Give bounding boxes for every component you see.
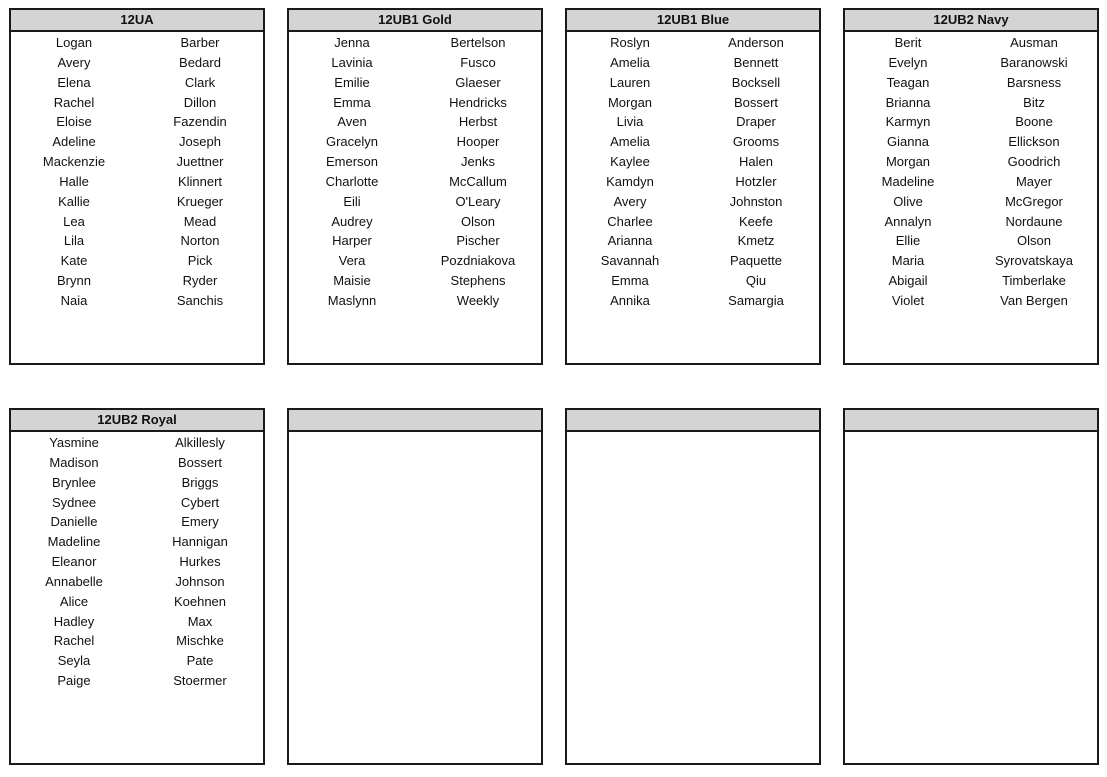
player-row: [289, 33, 541, 53]
player-last-name: Pozdniakova: [440, 253, 516, 269]
player-last-name: Weekly: [456, 292, 500, 308]
player-row: [289, 152, 541, 172]
player-last-name: Grooms: [732, 134, 780, 150]
player-last-name: Barsness: [1006, 74, 1062, 90]
player-last-name: Kmetz: [737, 233, 775, 249]
player-row: [845, 73, 1097, 93]
player-first-name: Brynn: [57, 273, 91, 289]
player-last-name: Hannigan: [172, 534, 228, 550]
player-first-name: Gracelyn: [325, 134, 379, 150]
player-first-name: Vera: [338, 253, 366, 269]
player-first-name: Kaylee: [610, 154, 650, 170]
player-row: [567, 112, 819, 132]
player-last-name: Hotzler: [735, 173, 777, 189]
player-last-name: Pate: [186, 653, 214, 669]
player-last-name: Olson: [1017, 233, 1051, 249]
player-row: [11, 612, 263, 632]
player-last-name: Alkillesly: [175, 435, 225, 450]
player-first-name: Emerson: [325, 154, 379, 170]
player-first-name: Maria: [891, 253, 925, 269]
player-first-name: Elena: [57, 74, 91, 90]
player-row: [11, 53, 263, 73]
player-first-name: Annabelle: [45, 573, 103, 589]
player-row: [289, 172, 541, 192]
player-row: [845, 33, 1097, 53]
roster: [567, 32, 819, 311]
player-last-name: Boone: [1015, 114, 1053, 130]
player-first-name: Ellie: [895, 233, 921, 249]
player-first-name: Eloise: [56, 114, 92, 130]
player-first-name: Kallie: [58, 193, 90, 209]
player-first-name: Brianna: [885, 94, 931, 110]
player-last-name: Draper: [736, 114, 776, 130]
team-box-empty: [565, 408, 821, 765]
team-box-12ub1-blue: [565, 8, 821, 365]
player-last-name: Nordaune: [1005, 213, 1063, 229]
player-last-name: Bedard: [179, 54, 221, 70]
team-box-empty: [843, 408, 1099, 765]
player-first-name: Rachel: [53, 633, 95, 649]
player-row: [289, 112, 541, 132]
roster: [289, 32, 541, 311]
player-row: [845, 291, 1097, 311]
player-row: [567, 291, 819, 311]
player-row: [11, 631, 263, 651]
player-row: [11, 212, 263, 232]
player-last-name: Hooper: [456, 134, 500, 150]
roster: [11, 32, 263, 311]
team-header: 12UB1 Gold: [289, 10, 541, 32]
player-row: [845, 212, 1097, 232]
player-row: [11, 572, 263, 592]
team-header: [289, 410, 541, 432]
player-last-name: Fusco: [460, 54, 496, 70]
player-first-name: Mackenzie: [42, 154, 106, 170]
player-row: [289, 73, 541, 93]
roster: [11, 432, 263, 691]
player-first-name: Amelia: [610, 54, 650, 70]
player-last-name: Clark: [184, 74, 216, 90]
roster: [289, 432, 541, 433]
player-last-name: Barber: [180, 35, 220, 50]
player-last-name: Samargia: [728, 292, 784, 308]
player-row: [289, 271, 541, 291]
player-first-name: Maslynn: [327, 292, 377, 308]
player-first-name: Rachel: [53, 94, 95, 110]
player-first-name: Emma: [333, 94, 371, 110]
player-last-name: Bossert: [733, 94, 779, 110]
player-first-name: Morgan: [885, 154, 931, 170]
player-first-name: Paige: [57, 673, 91, 689]
team-header: [567, 410, 819, 432]
player-row: [11, 73, 263, 93]
player-last-name: Paquette: [729, 253, 783, 269]
player-first-name: Morgan: [607, 94, 653, 110]
player-row: [845, 172, 1097, 192]
player-first-name: Gianna: [887, 134, 929, 150]
player-first-name: Madison: [49, 454, 99, 470]
team-box-12ub2-royal: [9, 408, 265, 765]
player-row: [845, 231, 1097, 251]
player-first-name: Audrey: [331, 213, 373, 229]
player-last-name: Goodrich: [1007, 154, 1061, 170]
player-first-name: Savannah: [600, 253, 660, 269]
player-last-name: Stoermer: [173, 673, 227, 689]
player-row: [289, 231, 541, 251]
player-first-name: Yasmine: [49, 435, 99, 450]
player-first-name: Madeline: [881, 173, 935, 189]
player-last-name: Max: [187, 613, 213, 629]
player-last-name: Syrovatskaya: [994, 253, 1074, 269]
team-header: [845, 410, 1097, 432]
player-first-name: Berit: [894, 35, 922, 50]
player-last-name: Krueger: [176, 193, 224, 209]
player-last-name: Glaeser: [455, 74, 501, 90]
player-row: [567, 251, 819, 271]
player-first-name: Kamdyn: [606, 173, 654, 189]
player-row: [845, 93, 1097, 113]
player-row: [11, 231, 263, 251]
player-last-name: Mischke: [176, 633, 224, 649]
player-first-name: Alice: [59, 593, 89, 609]
player-row: [845, 152, 1097, 172]
player-last-name: Timberlake: [1002, 273, 1066, 289]
player-first-name: Lavinia: [331, 54, 373, 70]
player-last-name: Bertelson: [450, 35, 506, 50]
player-last-name: Hurkes: [179, 554, 221, 570]
player-last-name: Koehnen: [173, 593, 227, 609]
player-last-name: Stephens: [450, 273, 506, 289]
player-first-name: Violet: [891, 292, 925, 308]
team-header: 12UB2 Navy: [845, 10, 1097, 32]
player-row: [11, 33, 263, 53]
player-row: [567, 271, 819, 291]
player-last-name: Johnston: [729, 193, 783, 209]
player-last-name: Anderson: [728, 35, 784, 50]
player-first-name: Seyla: [57, 653, 91, 669]
player-row: [11, 152, 263, 172]
player-last-name: Jenks: [461, 154, 495, 170]
player-row: [289, 251, 541, 271]
player-last-name: Ausman: [1010, 35, 1058, 50]
player-first-name: Hadley: [53, 613, 95, 629]
player-last-name: Bitz: [1023, 94, 1045, 110]
player-row: [845, 53, 1097, 73]
player-row: [567, 132, 819, 152]
player-first-name: Annika: [610, 292, 650, 308]
player-row: [11, 552, 263, 572]
player-first-name: Charlee: [607, 213, 653, 229]
player-last-name: Pick: [187, 253, 213, 269]
player-last-name: Qiu: [745, 273, 767, 289]
player-row: [11, 433, 263, 453]
player-row: [845, 112, 1097, 132]
player-row: [11, 493, 263, 513]
player-last-name: Baranowski: [1000, 54, 1068, 70]
player-first-name: Olive: [893, 193, 923, 209]
player-last-name: McGregor: [1005, 193, 1063, 209]
player-row: [289, 212, 541, 232]
player-row: [567, 212, 819, 232]
team-box-12ub2-navy: [843, 8, 1099, 365]
player-last-name: Keefe: [739, 213, 773, 229]
player-first-name: Kate: [60, 253, 88, 269]
player-row: [11, 473, 263, 493]
player-first-name: Emilie: [334, 74, 370, 90]
player-row: [11, 291, 263, 311]
player-first-name: Logan: [55, 35, 93, 50]
player-row: [567, 152, 819, 172]
player-last-name: Bennett: [733, 54, 779, 70]
player-last-name: Emery: [181, 514, 219, 530]
player-first-name: Eili: [343, 193, 361, 209]
player-last-name: Herbst: [458, 114, 498, 130]
player-last-name: Joseph: [179, 134, 221, 150]
player-last-name: Mead: [183, 213, 217, 229]
player-last-name: Norton: [180, 233, 220, 249]
player-row: [11, 592, 263, 612]
team-box-12ub1-gold: [287, 8, 543, 365]
player-row: [567, 53, 819, 73]
roster: [845, 32, 1097, 311]
player-row: [11, 112, 263, 132]
player-first-name: Charlotte: [325, 173, 379, 189]
player-row: [567, 172, 819, 192]
player-last-name: Ryder: [182, 273, 218, 289]
player-row: [11, 192, 263, 212]
player-first-name: Arianna: [607, 233, 653, 249]
player-last-name: Cybert: [180, 494, 220, 510]
player-row: [11, 93, 263, 113]
player-row: [289, 93, 541, 113]
team-header: 12UA: [11, 10, 263, 32]
player-first-name: Lea: [63, 213, 85, 229]
player-first-name: Livia: [616, 114, 644, 130]
player-last-name: Hendricks: [449, 94, 507, 110]
player-row: [289, 192, 541, 212]
player-row: [567, 231, 819, 251]
player-last-name: Pischer: [456, 233, 500, 249]
player-first-name: Lila: [63, 233, 85, 249]
player-first-name: Karmyn: [885, 114, 931, 130]
player-first-name: Abigail: [888, 273, 928, 289]
player-last-name: Mayer: [1015, 173, 1053, 189]
player-first-name: Aven: [337, 114, 367, 130]
player-last-name: Bossert: [177, 454, 223, 470]
player-row: [11, 651, 263, 671]
player-last-name: Halen: [739, 154, 773, 170]
player-row: [11, 132, 263, 152]
team-header: 12UB1 Blue: [567, 10, 819, 32]
player-row: [11, 251, 263, 271]
player-last-name: Johnson: [175, 573, 225, 589]
player-last-name: Van Bergen: [1000, 292, 1068, 308]
player-first-name: Emma: [611, 273, 649, 289]
player-row: [11, 453, 263, 473]
team-box-empty: [287, 408, 543, 765]
player-first-name: Sydnee: [51, 494, 97, 510]
player-row: [567, 73, 819, 93]
player-row: [11, 671, 263, 691]
player-first-name: Lauren: [609, 74, 651, 90]
player-last-name: Klinnert: [177, 173, 223, 189]
player-last-name: Ellickson: [1008, 134, 1060, 150]
player-last-name: O'Leary: [455, 193, 501, 209]
player-row: [845, 271, 1097, 291]
player-first-name: Avery: [613, 193, 647, 209]
player-first-name: Jenna: [334, 35, 370, 50]
player-row: [567, 192, 819, 212]
player-row: [289, 53, 541, 73]
player-last-name: Juettner: [176, 154, 224, 170]
player-first-name: Annalyn: [884, 213, 932, 229]
player-first-name: Naia: [60, 292, 88, 308]
player-row: [289, 132, 541, 152]
player-first-name: Harper: [332, 233, 372, 249]
player-first-name: Amelia: [610, 134, 650, 150]
player-first-name: Brynlee: [51, 474, 97, 490]
player-row: [11, 172, 263, 192]
player-row: [289, 291, 541, 311]
player-row: [845, 192, 1097, 212]
player-last-name: Bocksell: [731, 74, 781, 90]
player-first-name: Eleanor: [51, 554, 97, 570]
player-last-name: Dillon: [183, 94, 217, 110]
roster: [567, 432, 819, 433]
player-first-name: Avery: [57, 54, 91, 70]
player-last-name: Olson: [461, 213, 495, 229]
player-first-name: Adeline: [52, 134, 96, 150]
player-last-name: Briggs: [181, 474, 219, 490]
player-row: [567, 33, 819, 53]
player-first-name: Teagan: [886, 74, 930, 90]
player-row: [845, 132, 1097, 152]
player-row: [11, 271, 263, 291]
player-last-name: McCallum: [449, 173, 507, 189]
player-first-name: Madeline: [47, 534, 101, 550]
roster: [845, 432, 1097, 433]
team-header: 12UB2 Royal: [11, 410, 263, 432]
player-first-name: Halle: [59, 173, 89, 189]
player-row: [11, 532, 263, 552]
player-row: [567, 93, 819, 113]
player-first-name: Danielle: [50, 514, 98, 530]
player-row: [11, 512, 263, 532]
player-first-name: Maisie: [333, 273, 371, 289]
player-first-name: Evelyn: [888, 54, 928, 70]
player-last-name: Sanchis: [176, 292, 224, 308]
player-first-name: Roslyn: [610, 35, 650, 50]
team-box-12ua: [9, 8, 265, 365]
player-row: [845, 251, 1097, 271]
player-last-name: Fazendin: [173, 114, 227, 130]
